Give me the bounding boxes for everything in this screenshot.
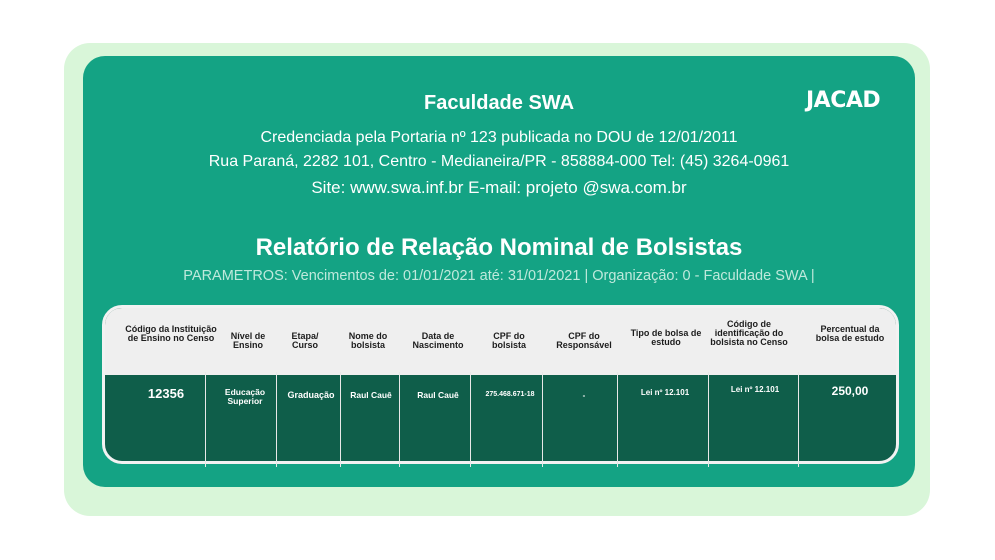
table-header: [105, 308, 896, 375]
bolsistas-table: [102, 305, 899, 464]
table-cell: Raul Cauê: [417, 390, 459, 400]
column-divider: [798, 372, 799, 467]
column-header: Nome do bolsista: [348, 331, 388, 350]
column-header: Nível de Ensino: [230, 331, 266, 350]
table-cell: Lei nº 12.101: [730, 385, 780, 394]
column-header: Código de identificação do bolsista no Censo: [710, 319, 788, 347]
column-divider: [470, 372, 471, 467]
column-divider: [340, 372, 341, 467]
column-divider: [617, 372, 618, 467]
column-header: Código da Instituição de Ensino no Censo: [125, 324, 217, 343]
accreditation-text: Credenciada pela Portaria nº 123 publicada no DOU de 12/01/2011: [260, 129, 738, 146]
column-divider: [399, 372, 400, 467]
column-divider: [542, 372, 543, 467]
table-cell: Graduação: [287, 390, 335, 400]
column-divider: [276, 372, 277, 467]
table-cell: 275.468.671-18: [485, 391, 535, 398]
column-divider: [205, 372, 206, 467]
table-cell: Educação Superior: [224, 387, 266, 406]
column-divider: [708, 372, 709, 467]
contact-text: Site: www.swa.inf.br E-mail: projeto @swa.com.br: [311, 178, 687, 197]
column-header: Etapa/ Curso: [291, 331, 319, 350]
institution-name: Faculdade SWA: [423, 92, 575, 114]
column-header: Data de Nascimento: [412, 331, 464, 350]
column-header: CPF do bolsista: [491, 331, 526, 350]
table-cell: -: [582, 391, 586, 400]
table-cell: Raul Cauê: [350, 390, 392, 400]
table-cell: 12356: [147, 386, 185, 401]
table-cell: 250,00: [831, 384, 869, 398]
report-title: Relatório de Relação Nominal de Bolsistas: [255, 234, 743, 261]
column-header: CPF do Responsável: [556, 331, 612, 350]
address-text: Rua Paraná, 2282 101, Centro - Medianeira/PR - 858884-000 Tel: (45) 3264-0961: [208, 153, 790, 170]
jacad-logo: JACAD: [806, 88, 881, 113]
table-cell: Lei nº 12.101: [640, 388, 690, 397]
column-header: Tipo de bolsa de estudo: [630, 328, 702, 347]
column-header: Percentual da bolsa de estudo: [815, 324, 885, 343]
report-parameters: PARAMETROS: Vencimentos de: 01/01/2021 até: 31/01/2021 | Organização: 0 - Faculdade SWA |: [183, 268, 815, 284]
